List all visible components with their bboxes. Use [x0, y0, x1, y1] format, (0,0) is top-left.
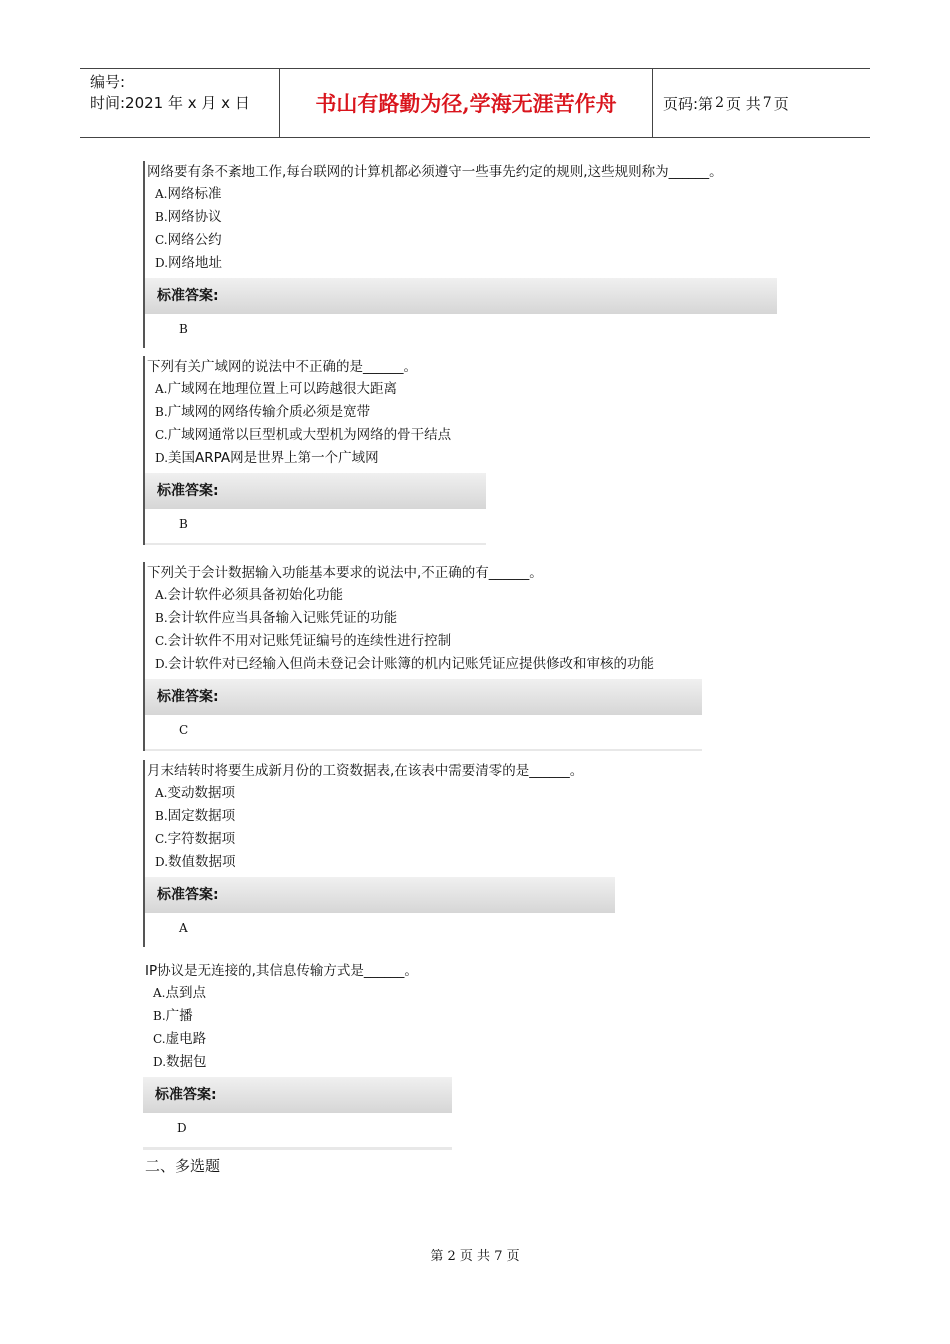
option [143, 982, 452, 1005]
option [145, 206, 777, 229]
header-page-info [653, 69, 870, 137]
option-letter: A. [155, 187, 168, 201]
footer-suffix: 页 [506, 1249, 520, 1264]
option-letter: B. [155, 611, 168, 625]
motto: 书山有路勤为径,学海无涯苦作舟 [280, 69, 653, 137]
option [143, 1005, 452, 1028]
option-letter: D. [153, 1055, 167, 1069]
question-text: 月末结转时将要生成新月份的工资数据表,在该表中需要清零的是______。 [147, 763, 584, 779]
answer-label: 标准答案: [145, 278, 777, 314]
option-letter: A. [155, 786, 168, 800]
answer-value: A [179, 921, 188, 935]
option [145, 447, 486, 470]
option-text: 字符数据项 [167, 831, 236, 847]
question-text: 网络要有条不紊地工作,每台联网的计算机都必须遵守一些事先约定的规则,这些规则称为______。 [147, 164, 723, 180]
option-letter: D. [155, 451, 169, 465]
option-letter: A. [155, 588, 168, 602]
option-letter: C. [155, 428, 168, 442]
option-letter: C. [155, 832, 168, 846]
page-total: 7 [762, 95, 772, 111]
option [143, 1028, 452, 1051]
page-suffix: 页 [773, 94, 789, 113]
footer-current: 2 [447, 1249, 456, 1264]
option-text: 网络协议 [167, 209, 222, 225]
option-text: 会计软件必须具备初始化功能 [167, 587, 343, 603]
option [145, 584, 702, 607]
option [145, 183, 777, 206]
option [145, 401, 486, 424]
option-letter: A. [153, 986, 166, 1000]
footer-mid: 页 共 [459, 1249, 491, 1264]
number-label: 编号: [90, 73, 126, 91]
option [145, 229, 777, 252]
option [143, 1051, 452, 1074]
option-letter: D. [155, 657, 169, 671]
answer-divider [143, 1147, 452, 1150]
question-block [143, 760, 615, 947]
option-letter: C. [155, 634, 168, 648]
answer-value: C [179, 723, 189, 737]
page-header [80, 68, 870, 138]
answer-label: 标准答案: [145, 679, 702, 715]
page-mid: 页 共 [725, 94, 761, 113]
option [145, 851, 615, 874]
option-text: 广域网的网络传输介质必须是宽带 [167, 404, 371, 420]
option-text: 广域网通常以巨型机或大型机为网络的骨干结点 [167, 427, 452, 443]
option [145, 805, 615, 828]
option [145, 424, 486, 447]
option-text: 数据包 [166, 1054, 207, 1070]
question-block [143, 960, 452, 1150]
question-block [143, 356, 486, 545]
question-text: IP协议是无连接的,其信息传输方式是______。 [145, 963, 418, 979]
option [145, 378, 486, 401]
question-block [143, 562, 702, 751]
option-text: 网络公约 [167, 232, 222, 248]
option-text: 网络地址 [168, 255, 223, 271]
option-text: 点到点 [165, 985, 206, 1001]
option-letter: C. [153, 1032, 166, 1046]
page-footer [0, 1245, 950, 1264]
option [145, 607, 702, 630]
option-letter: C. [155, 233, 168, 247]
option-letter: B. [155, 809, 168, 823]
answer-label: 标准答案: [143, 1077, 452, 1113]
question-text: 下列有关广域网的说法中不正确的是______。 [147, 359, 417, 375]
option [145, 653, 702, 676]
page-prefix: 页码:第 [663, 94, 714, 113]
footer-total: 7 [494, 1249, 503, 1264]
option-text: 美国ARPA网是世界上第一个广域网 [168, 450, 379, 466]
answer-label: 标准答案: [145, 877, 615, 913]
footer-prefix: 第 [430, 1249, 444, 1264]
answer-value: B [179, 517, 188, 531]
option-letter: B. [155, 405, 168, 419]
answer-value: B [179, 322, 188, 336]
option-letter: D. [155, 256, 169, 270]
time-label: 时间:2021 年 x 月 x 日 [90, 94, 250, 112]
option-text: 变动数据项 [167, 785, 235, 801]
question-block [143, 161, 777, 348]
option [145, 782, 615, 805]
section-title: 二、多选题 [145, 1157, 221, 1175]
option-text: 数值数据项 [168, 854, 236, 870]
option-text: 广域网在地理位置上可以跨越很大距离 [167, 381, 397, 397]
answer-value: D [177, 1121, 187, 1135]
option [145, 252, 777, 275]
option-letter: D. [155, 855, 169, 869]
answer-divider [145, 543, 486, 545]
option-text: 固定数据项 [167, 808, 236, 824]
option-letter: B. [155, 210, 168, 224]
option-text: 会计软件对已经输入但尚未登记会计账簿的机内记账凭证应提供修改和审核的功能 [168, 656, 655, 672]
option-text: 虚电路 [165, 1031, 207, 1047]
header-meta [80, 69, 280, 137]
option-text: 广播 [165, 1008, 193, 1024]
option [145, 630, 702, 653]
question-text: 下列关于会计数据输入功能基本要求的说法中,不正确的有______。 [147, 565, 543, 581]
answer-label: 标准答案: [145, 473, 486, 509]
option-text: 网络标准 [167, 186, 222, 202]
option-letter: A. [155, 382, 168, 396]
page-current: 2 [715, 95, 724, 111]
option-letter: B. [153, 1009, 166, 1023]
option-text: 会计软件不用对记账凭证编号的连续性进行控制 [167, 633, 452, 649]
answer-divider [145, 749, 702, 751]
option-text: 会计软件应当具备输入记账凭证的功能 [167, 610, 398, 626]
option [145, 828, 615, 851]
